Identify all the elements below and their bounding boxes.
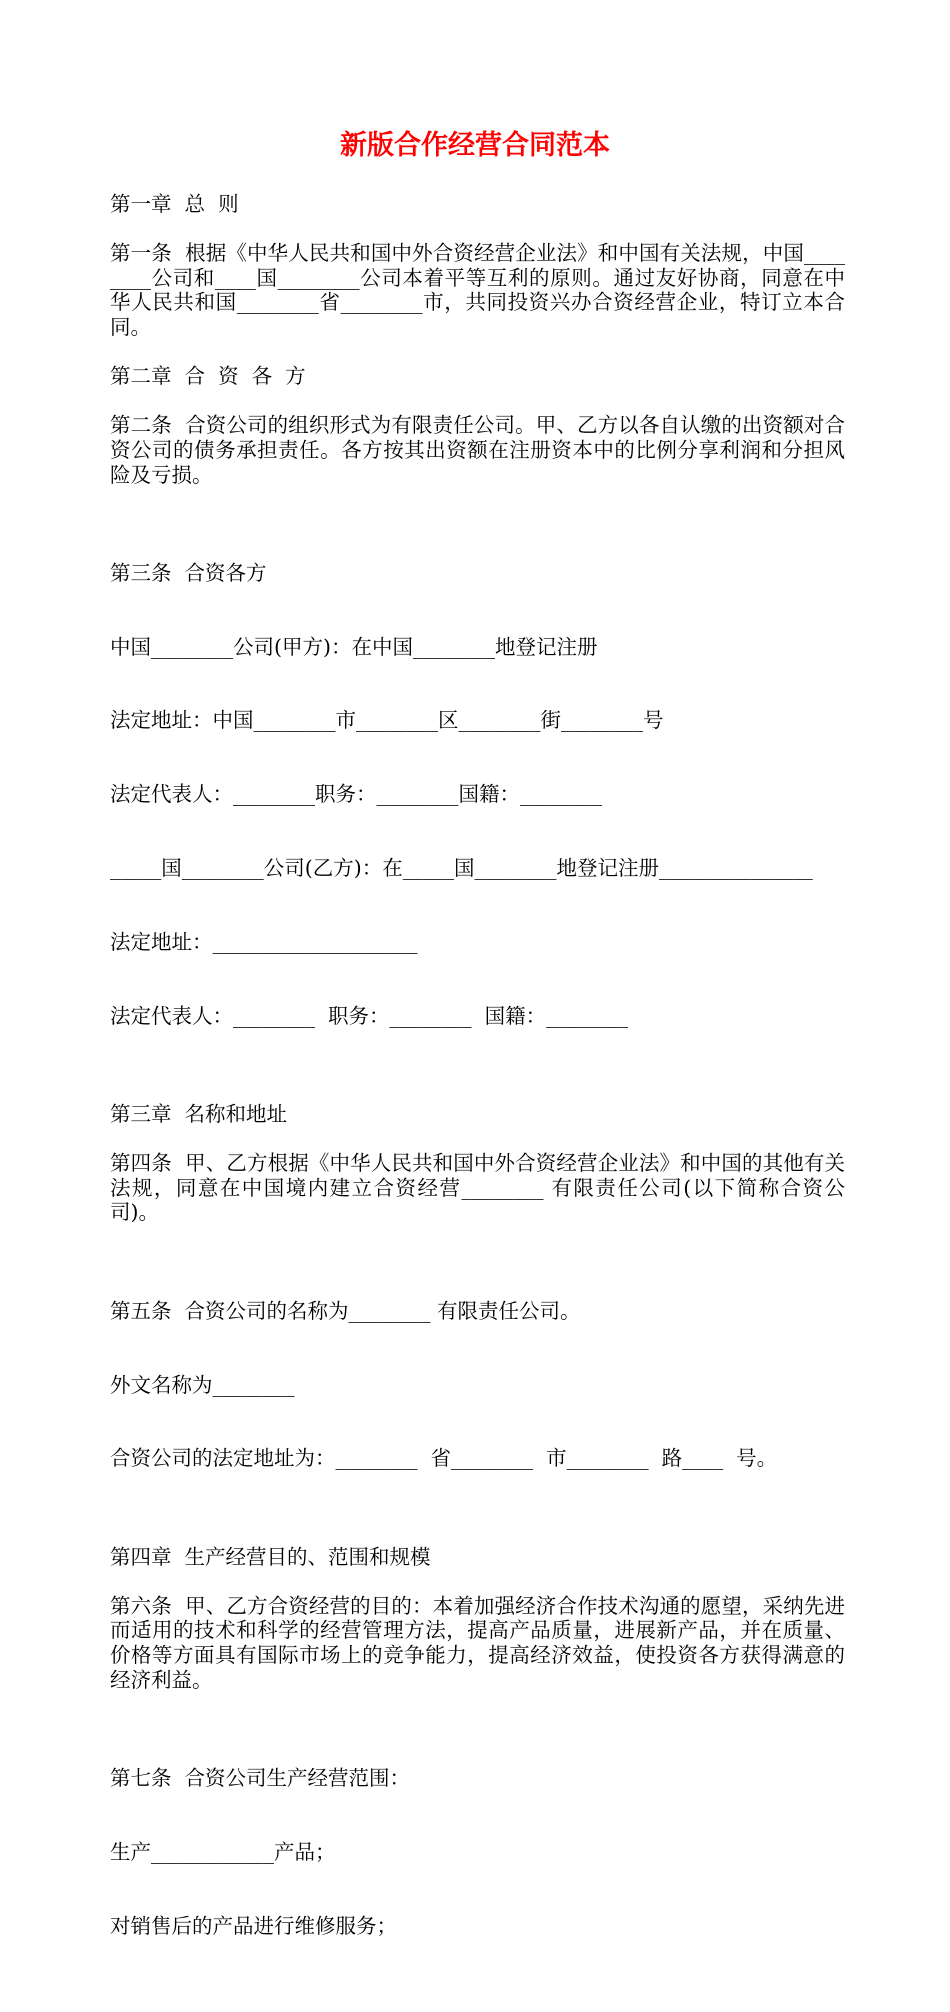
article-5: [110, 1250, 845, 1521]
party-a-registration: 中国________公司(甲方)：在中国________地登记注册: [110, 634, 598, 659]
article-7-heading: 第七条 合资公司生产经营范围：: [110, 1766, 411, 1790]
document-body: [110, 192, 845, 2012]
party-b-representative: 法定代表人：________ 职务：________ 国籍：________: [110, 1003, 629, 1028]
party-a-representative: 法定代表人：________职务：________国籍：________: [110, 782, 602, 807]
article-3: [110, 512, 845, 1078]
article-7: [110, 1717, 845, 1988]
article-5-legal-address: 合资公司的法定地址为：________ 省________ 市________ 路____ 号。: [110, 1446, 778, 1471]
chapter-1-heading: 第一章 总 则: [110, 192, 239, 216]
chapter-3-heading: 第三章 名称和地址: [110, 1101, 288, 1126]
party-a-address: 法定地址：中国________市________区________街________号: [110, 708, 664, 733]
article-4: 第四条 甲、乙方根据《中华人民共和国中外合资经营企业法》和中国的其他有关法规，同意在中国境内建立合资经营________ 有限责任公司(以下简称合资公司)。: [110, 1151, 845, 1225]
party-b-registration: _____国________公司(乙方)：在_____国________地登记注册_______________: [110, 856, 813, 881]
article-1: 第一条 根据《中华人民共和国中外合资经营企业法》和中国有关法规，中国________公司和____国________公司本着平等互利的原则。通过友好协商，同意在中华人民共和国________省________市，共同投资兴办合资经营企业，特订立本合同。: [110, 241, 845, 339]
chapter-4-heading: 第四章 生产经营目的、范围和规模: [110, 1544, 431, 1569]
article-3-heading: 第三条 合资各方: [110, 560, 267, 585]
chapter-2-heading: 第二章 合 资 各 方: [110, 364, 306, 389]
document-title: 新版合作经营合同范本: [340, 130, 610, 161]
article-5-company-name: 第五条 合资公司的名称为________ 有限责任公司。: [110, 1298, 581, 1323]
article-7-maintenance: 对销售后的产品进行维修服务；: [110, 1913, 397, 1938]
party-b-address: 法定地址：____________________: [110, 929, 418, 954]
article-7-production: 生产____________产品；: [110, 1839, 336, 1864]
article-6: 第六条 甲、乙方合资经营的目的：本着加强经济合作技术沟通的愿望，采纳先进而适用的技术和科学的经营管理方法，提高产品质量，进展新产品，并在质量、价格等方面具有国际市场上的竞争能力，提高经济效益，使投资各方获得满意的经济利益。: [110, 1593, 845, 1692]
article-2: 第二条 合资公司的组织形式为有限责任公司。甲、乙方以各自认缴的出资额对合资公司的债务承担责任。各方按其出资额在注册资本中的比例分享利润和分担风险及亏损。: [110, 413, 845, 487]
article-5-foreign-name: 外文名称为________: [110, 1372, 295, 1397]
